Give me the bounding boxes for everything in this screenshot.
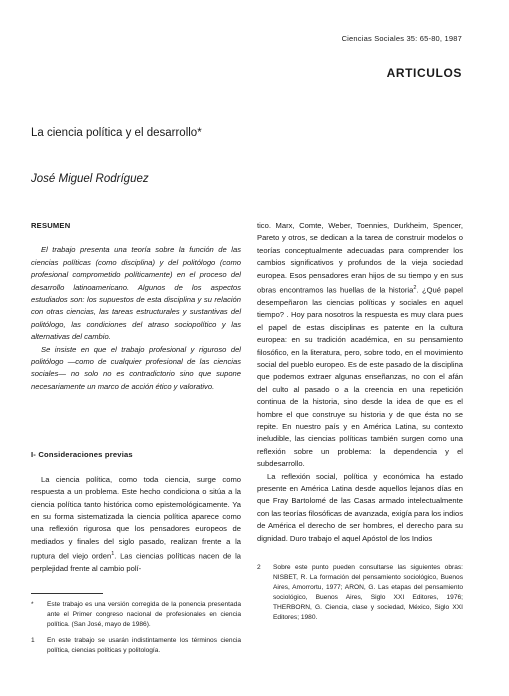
section-1-paragraph bbox=[31, 474, 241, 576]
footnote-2 bbox=[257, 563, 463, 623]
footnote-star-text: Este trabajo es una versión corregida de la ponencia presentada ante el Primer congreso nacional de profesionales en ciencia política. (San José, mayo de 1986). bbox=[47, 601, 241, 629]
footnote-1-mark: 1 bbox=[31, 637, 35, 645]
footnote-2-text: Sobre este punto pueden consultarse las siguientes obras: NISBET, R. La formación del pensamiento sociológico, Buenos Aires, Amorrortu, 1977; ARON, G. Las etapas del pensamiento sociológico, Buenos Aires, Siglo XXI Editores, 1976; THERBORN, G. Ciencia, clase y sociedad, México, Siglo XXI Editores; 1980. bbox=[273, 564, 463, 622]
left-column bbox=[31, 220, 241, 656]
footnote-ref-1: 1 bbox=[111, 551, 115, 558]
resumen-heading: RESUMEN bbox=[31, 221, 71, 230]
section-label: ARTICULOS bbox=[386, 66, 462, 80]
right-paragraph-1 bbox=[257, 220, 463, 471]
footnote-ref-2: 2 bbox=[413, 285, 417, 292]
footnote-rule bbox=[31, 593, 103, 594]
footnote-2-mark: 2 bbox=[257, 564, 261, 572]
author-name: José Miguel Rodríguez bbox=[31, 173, 149, 185]
section-1-text-tail: . Las ciencias políticas nacen de la perplejidad frente al cambio polí- bbox=[31, 551, 241, 574]
resumen-paragraph-1: El trabajo presenta una teoría sobre la función de las ciencias políticas (como disciplina) y del politólogo (como profesional comprometido políticamente) en el proceso del desarrollo latinoamericano. Algunos de los aspectos estudiados son: los supuestos de esta disciplina y su relación con otras ciencias, las tareas estructurales y sustantivas del politólogo, las condiciones del atraso sociopolítico y las alternativas del cambio. bbox=[31, 245, 241, 342]
resumen-paragraph-2: Se insiste en que el trabajo profesional y riguroso del politólogo —como de cualquier profesional de las ciencias sociales— no solo no es contradictorio sino que supone necesariamente un marco de acción ético y valorativo. bbox=[31, 344, 241, 391]
section-1-text: La ciencia política, como toda ciencia, surge como respuesta a un problema. Este hecho condiciona o sitúa a la ciencia política tanto histórica como epistemológicamente. Ya en su forma sistematizada la ciencia política aparece como una reflexión rigurosa que los pensadores europeos de mediados y finales del siglo pasado, realizan frente a la ruptura del viejo orden bbox=[31, 474, 241, 561]
right-text-a: tico. Marx, Comte, Weber, Toennies, Durkheim, Spencer, Pareto y otros, se dedican a la tarea de construir modelos o teorías conceptualmente adecuadas para comprender los cambios significativos y profundos de la vieja sociedad europea. Esos pensadores eran hijos de su tiempo y en sus obras encontramos las huellas de la historia bbox=[257, 221, 463, 295]
right-text-b: . ¿Qué papel desempeñaron las ciencias políticas y sociales en aquel tiempo? . Hoy para nosotros la respuesta es muy clara pues el papel de estas disciplinas es patente en la cultura europea: en su tradición académica, en su pensamiento filosófico, en la literatura, pero, sobre todo, en el movimiento social del pueblo europeo. Es de este pasado de la disciplina que podemos extraer algunas enseñanzas, no con el afán del culto al pasado o a la creencia en una repetición continua de la historia, sino desde la idea de que es el hombre el que construye su historia y de que ésta no se repite. En nuestro país y en América Latina, su contexto ineludible, las ciencias políticas también surgen como una reflexión sobre un problema: la dependencia y el subdesarrollo. bbox=[257, 285, 463, 469]
right-paragraph-2: La reflexión social, política y económica ha estado presente en América Latina desde aquellos lejanos días en que Fray Bartolomé de las Casas armado intelectualmente con las teorías filosóficas de avanzada, exigía para los indios de América el derecho de ser hombres, el derecho para su dignidad. Duro trabajo el aquel Apóstol de los Indios bbox=[257, 471, 463, 543]
right-column bbox=[257, 220, 463, 623]
footnote-star-mark: * bbox=[31, 601, 34, 609]
footnote-star bbox=[31, 600, 241, 630]
footnote-1-text: En este trabajo se usarán indistintamente los términos ciencia política, ciencias políticas y politología. bbox=[47, 637, 241, 655]
section-1-heading: I- Consideraciones previas bbox=[31, 450, 133, 460]
footnote-1 bbox=[31, 636, 241, 656]
article-title: La ciencia política y el desarrollo* bbox=[31, 127, 202, 139]
journal-reference: Ciencias Sociales 35: 65-80, 1987 bbox=[341, 34, 462, 43]
